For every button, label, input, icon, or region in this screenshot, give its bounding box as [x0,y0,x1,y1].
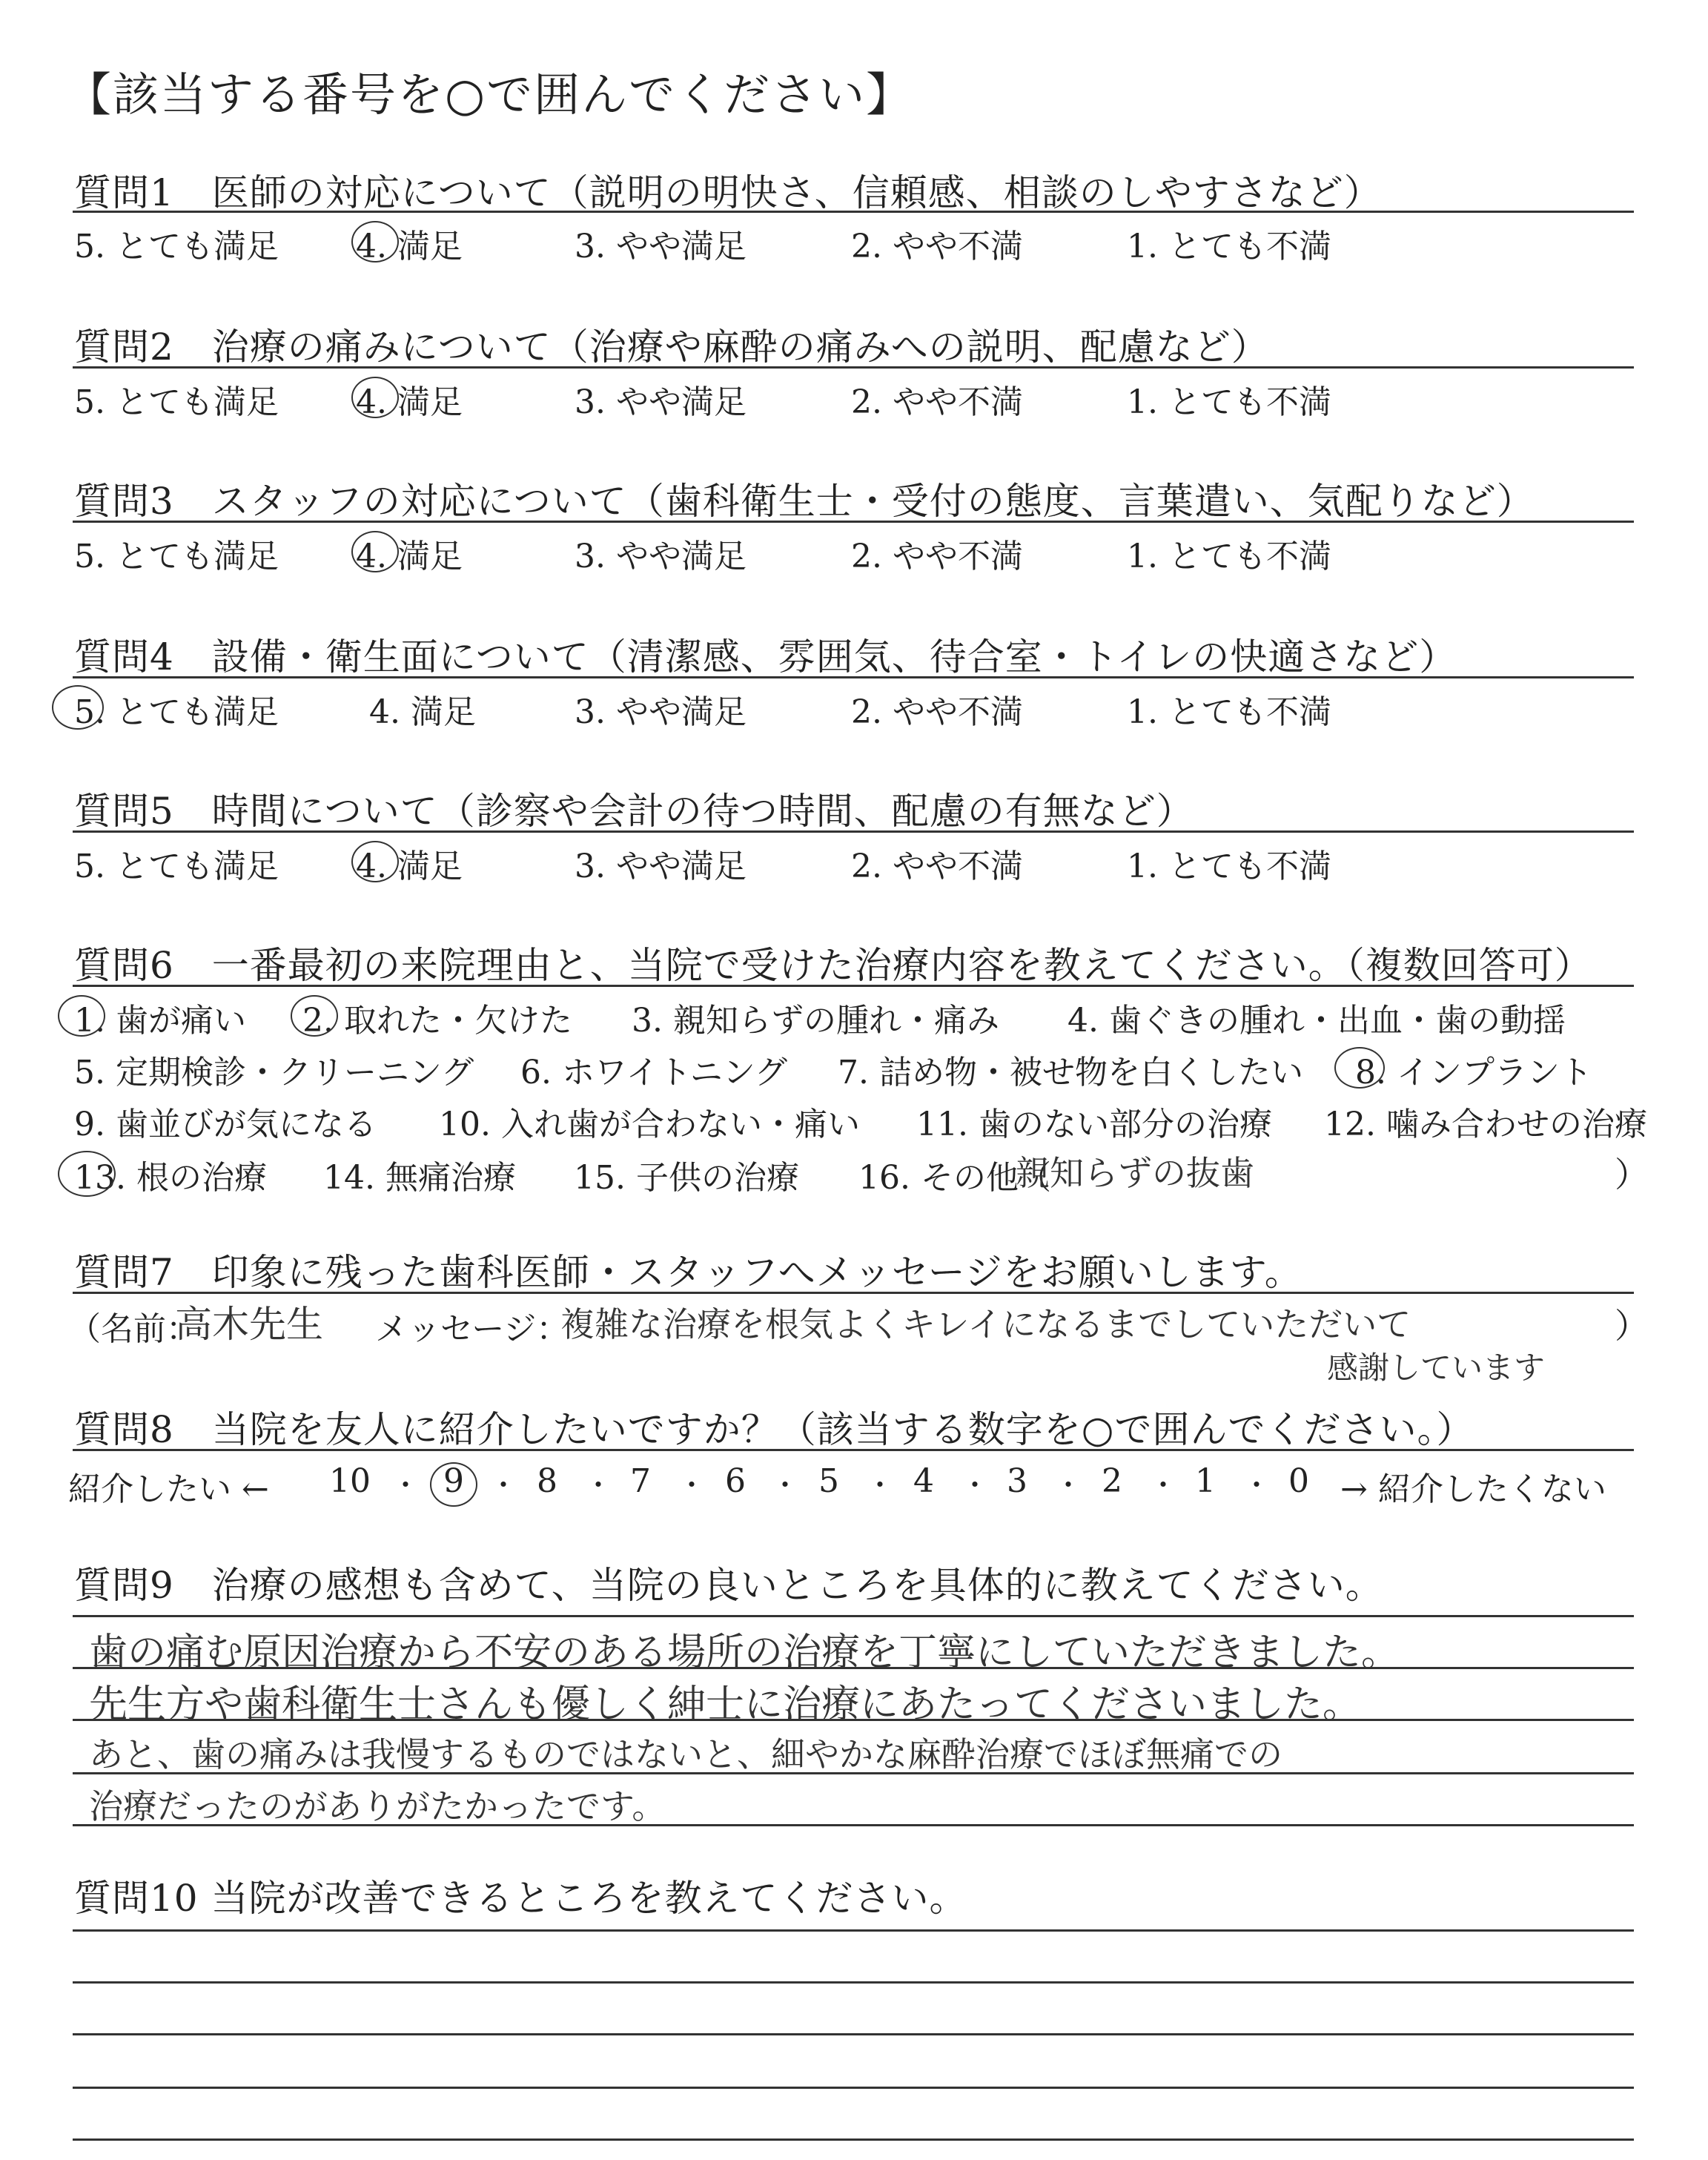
q2-option-3[interactable]: 3. やや満足 [575,383,747,421]
q3-option-2[interactable]: 2. やや不満 [851,538,1023,575]
q7-message-handwritten-1: 複雑な治療を根気よくキレイになるまでしていただいて [560,1304,1411,1344]
q6-option-12[interactable]: 12. 噛み合わせの治療 [1324,1106,1647,1143]
q4-option-3[interactable]: 3. やや満足 [575,693,747,731]
q2-option-1[interactable]: 1. とても不満 [1127,383,1331,421]
q5-option-5[interactable]: 5. とても満足 [74,848,279,885]
q6-option-15[interactable]: 15. 子供の治療 [574,1159,799,1197]
q2-option-2[interactable]: 2. やや不満 [851,383,1023,421]
q8-number-6[interactable]: 6 [725,1462,746,1500]
q6-option-5[interactable]: 5. 定期検診・クリーニング [74,1054,474,1091]
q5-selection-circle [351,841,399,882]
q4-selection-circle [52,685,104,730]
q8-separator: ・ [866,1469,895,1502]
q5-option-3[interactable]: 3. やや満足 [575,848,747,885]
q6-option-6[interactable]: 6. ホワイトニング [520,1054,788,1091]
question-2-title: 質問2 治療の痛みについて（治療や麻酔の痛みへの説明、配慮など） [74,326,1269,369]
q10-answer-rule-2[interactable] [73,1981,1634,1984]
q3-option-1[interactable]: 1. とても不満 [1127,538,1331,575]
q8-separator: ・ [1054,1469,1083,1502]
q1-option-4[interactable]: 4. 満足 [356,228,463,265]
q6-option-14[interactable]: 14. 無痛治療 [323,1159,516,1197]
question-4-title: 質問4 設備・衛生面について（清潔感、雰囲気、待合室・トイレの快適さなど） [74,635,1457,678]
q6-other-handwritten: 親知らずの抜歯 [1016,1153,1254,1193]
q6-other-close-paren: ） [1615,1155,1649,1195]
q8-number-5[interactable]: 5 [818,1462,839,1500]
q8-separator: ・ [584,1469,613,1502]
q3-selection-circle [351,531,399,572]
q8-separator: ・ [1149,1469,1178,1502]
q8-separator: ・ [961,1469,990,1502]
q6-option-16[interactable]: 16. その他（ [858,1159,1051,1197]
q8-selection-circle [430,1462,477,1507]
question-8-title: 質問8 当院を友人に紹介したいですか？（該当する数字を○で囲んでください。） [74,1408,1474,1451]
question-5-rule [73,830,1634,833]
q1-selection-circle [351,221,399,262]
q9-answer-line-4: 治療だったのがありがたかったです。 [89,1786,666,1826]
q2-selection-circle [351,377,399,418]
q3-option-3[interactable]: 3. やや満足 [575,538,747,575]
q6-option-2[interactable]: 2. 取れた・欠けた [302,1002,572,1040]
q8-number-9[interactable]: 9 [443,1462,464,1500]
q8-left-label: 紹介したい ← [68,1470,269,1508]
q3-option-4[interactable]: 4. 満足 [356,538,463,575]
q8-number-1[interactable]: 1 [1195,1462,1216,1500]
q4-option-5[interactable]: 5. とても満足 [74,693,279,731]
q8-number-3[interactable]: 3 [1007,1462,1027,1500]
question-1-title: 質問1 医師の対応について（説明の明快さ、信頼感、相談のしやすさなど） [74,171,1382,214]
q6-option-4[interactable]: 4. 歯ぐきの腫れ・出血・歯の動揺 [1068,1002,1566,1040]
q4-option-1[interactable]: 1. とても不満 [1127,693,1331,731]
q2-option-4[interactable]: 4. 満足 [356,383,463,421]
q6-selection-circle-13 [58,1151,116,1197]
question-4-rule [73,676,1634,678]
q7-name-prefix: （名前： [68,1310,199,1348]
q9-answer-line-3: あと、歯の痛みは我慢するものではないと、細やかな麻酔治療でほぼ無痛での [89,1734,1282,1774]
q5-option-2[interactable]: 2. やや不満 [851,848,1023,885]
page-title: 【該当する番号を○で囲んでください】 [65,67,914,122]
q3-option-5[interactable]: 5. とても満足 [74,538,279,575]
q6-selection-circle-8 [1334,1047,1385,1089]
q5-option-1[interactable]: 1. とても不満 [1127,848,1331,885]
q6-option-9[interactable]: 9. 歯並びが気になる [74,1106,377,1143]
question-3-title: 質問3 スタッフの対応について（歯科衛生士・受付の態度、言葉遣い、気配りなど） [74,480,1535,523]
question-9-title: 質問9 治療の感想も含めて、当院の良いところを具体的に教えてください。 [74,1564,1383,1607]
q6-option-7[interactable]: 7. 詰め物・被せ物を白くしたい [838,1054,1303,1091]
q10-answer-rule-3[interactable] [73,2033,1634,2035]
question-7-title: 質問7 印象に残った歯科医師・スタッフへメッセージをお願いします。 [74,1251,1302,1294]
q6-option-8[interactable]: 8. インプラント [1355,1054,1592,1091]
q6-option-11[interactable]: 11. 歯のない部分の治療 [916,1106,1272,1143]
question-8-rule [73,1449,1634,1451]
q9-answer-line-2: 先生方や歯科衛生士さんも優しく紳士に治療にあたってくださいました。 [89,1682,1362,1727]
q1-option-2[interactable]: 2. やや不満 [851,228,1023,265]
q9-answer-rule-1 [73,1615,1634,1617]
q2-option-5[interactable]: 5. とても満足 [74,383,279,421]
question-7-rule [73,1292,1634,1294]
q1-option-5[interactable]: 5. とても満足 [74,228,279,265]
q7-close-paren: ） [1615,1306,1649,1346]
q8-separator: ・ [1242,1469,1271,1502]
q8-number-4[interactable]: 4 [913,1462,934,1500]
q4-option-2[interactable]: 2. やや不満 [851,693,1023,731]
q8-number-10[interactable]: 10 [329,1462,371,1500]
q6-option-10[interactable]: 10. 入れ歯が合わない・痛い [439,1106,860,1143]
q6-selection-circle-1 [58,995,105,1037]
q10-answer-rule-1[interactable] [73,1929,1634,1932]
question-6-rule [73,985,1634,987]
question-1-rule [73,211,1634,213]
q6-selection-circle-2 [291,995,338,1037]
q8-separator: ・ [391,1469,420,1502]
q10-answer-rule-5[interactable] [73,2138,1634,2141]
q7-message-label: メッセージ： [375,1310,569,1348]
q8-separator: ・ [489,1469,518,1502]
q8-number-7[interactable]: 7 [630,1462,651,1500]
question-6-title: 質問6 一番最初の来院理由と、当院で受けた治療内容を教えてください。（複数回答可） [74,944,1592,987]
q6-option-3[interactable]: 3. 親知らずの腫れ・痛み [632,1002,999,1040]
q8-number-2[interactable]: 2 [1102,1462,1122,1500]
q8-right-label: → 紹介したくない [1340,1470,1606,1508]
q8-separator: ・ [678,1469,706,1502]
q7-name-handwritten: 高木先生 [175,1303,323,1346]
q7-message-handwritten-2: 感謝しています [1327,1350,1546,1386]
q6-option-1[interactable]: 1. 歯が痛い [74,1002,246,1040]
question-5-title: 質問5 時間について（診察や会計の待つ時間、配慮の有無など） [74,790,1194,833]
q5-option-4[interactable]: 4. 満足 [356,848,463,885]
q1-option-3[interactable]: 3. やや満足 [575,228,747,265]
question-10-title: 質問10 当院が改善できるところを教えてください。 [74,1877,967,1920]
q10-answer-rule-4[interactable] [73,2087,1634,2089]
q8-number-0[interactable]: 0 [1288,1462,1309,1500]
q4-option-4[interactable]: 4. 満足 [369,693,476,731]
q6-option-13[interactable]: 13. 根の治療 [74,1159,267,1197]
q1-option-1[interactable]: 1. とても不満 [1127,228,1331,265]
question-3-rule [73,521,1634,523]
q9-answer-line-1: 歯の痛む原因治療から不安のある場所の治療を丁寧にしていただきました。 [89,1631,1400,1675]
q8-number-8[interactable]: 8 [537,1462,557,1500]
question-2-rule [73,366,1634,369]
q8-separator: ・ [771,1469,800,1502]
